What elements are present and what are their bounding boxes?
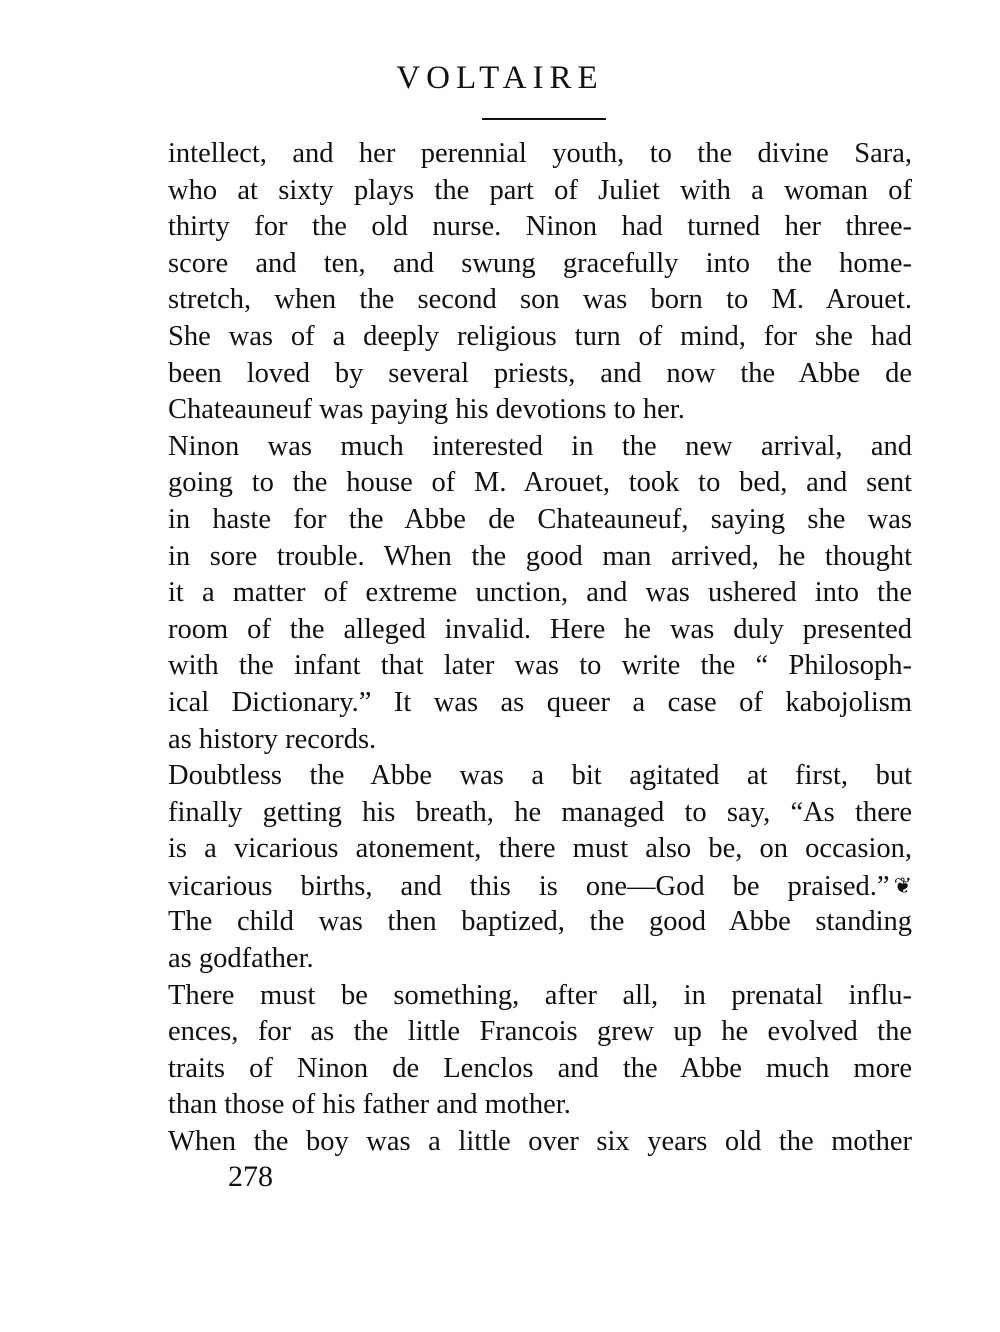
text-line: When the boy was a little over six years old the mother bbox=[168, 1126, 912, 1158]
text-line: She was of a deeply religious turn of mind, for she had bbox=[168, 320, 912, 352]
text-line: been loved by several priests, and now the Abbe de bbox=[168, 357, 912, 389]
text-line: score and ten, and swung gracefully into the home- bbox=[168, 247, 912, 279]
text-line: thirty for the old nurse. Ninon had turned her three- bbox=[168, 211, 912, 243]
text-line: with the infant that later was to write the “ Philosoph- bbox=[168, 650, 912, 682]
fleuron-ornament-icon: ❦ bbox=[893, 872, 912, 898]
text-line: Ninon was much interested in the new arrival, and bbox=[168, 430, 912, 462]
body-text bbox=[168, 136, 912, 1161]
text-line: as godfather. bbox=[168, 943, 314, 975]
text-line: stretch, when the second son was born to M. Arouet. bbox=[168, 284, 912, 316]
text-line: it a matter of extreme unction, and was ushered into the bbox=[168, 577, 912, 609]
text-line: in haste for the Abbe de Chateauneuf, saying she was bbox=[168, 503, 912, 535]
text-line: There must be something, after all, in prenatal influ- bbox=[168, 979, 912, 1011]
text-line: in sore trouble. When the good man arrived, he thought bbox=[168, 540, 912, 572]
page-number: 278 bbox=[228, 1160, 273, 1193]
text-line: ences, for as the little Francois grew up he evolved the bbox=[168, 1016, 912, 1048]
text-line: The child was then baptized, the good Abbe standing bbox=[168, 906, 912, 938]
text-line: Doubtless the Abbe was a bit agitated at first, but bbox=[168, 760, 912, 792]
paragraph bbox=[168, 429, 912, 758]
text-line: as history records. bbox=[168, 723, 377, 755]
header-rule bbox=[482, 118, 606, 120]
paragraph bbox=[168, 1124, 912, 1161]
running-head: VOLTAIRE bbox=[396, 60, 604, 96]
text-line: than those of his father and mother. bbox=[168, 1089, 571, 1121]
text-line: Chateauneuf was paying his devotions to her. bbox=[168, 394, 685, 426]
text-line: room of the alleged invalid. Here he was duly presented bbox=[168, 613, 912, 645]
text-line: who at sixty plays the part of Juliet with a woman of bbox=[168, 174, 912, 206]
text-line: going to the house of M. Arouet, took to bed, and sent bbox=[168, 467, 912, 499]
paragraph bbox=[168, 136, 912, 429]
text-line: traits of Ninon de Lenclos and the Abbe much more bbox=[168, 1052, 912, 1084]
text-line: finally getting his breath, he managed to say, “As there bbox=[168, 796, 912, 828]
text-line: intellect, and her perennial youth, to the divine Sara, bbox=[168, 138, 912, 169]
paragraph bbox=[168, 758, 912, 978]
text-line: is a vicarious atonement, there must also be, on occasion, bbox=[168, 833, 912, 865]
text-line-with-ornament bbox=[168, 868, 912, 905]
paragraph bbox=[168, 978, 912, 1124]
text-line: vicarious births, and this is one—God be praised.” bbox=[168, 870, 890, 902]
text-line: ical Dictionary.” It was as queer a case of kabojolism bbox=[168, 686, 912, 718]
